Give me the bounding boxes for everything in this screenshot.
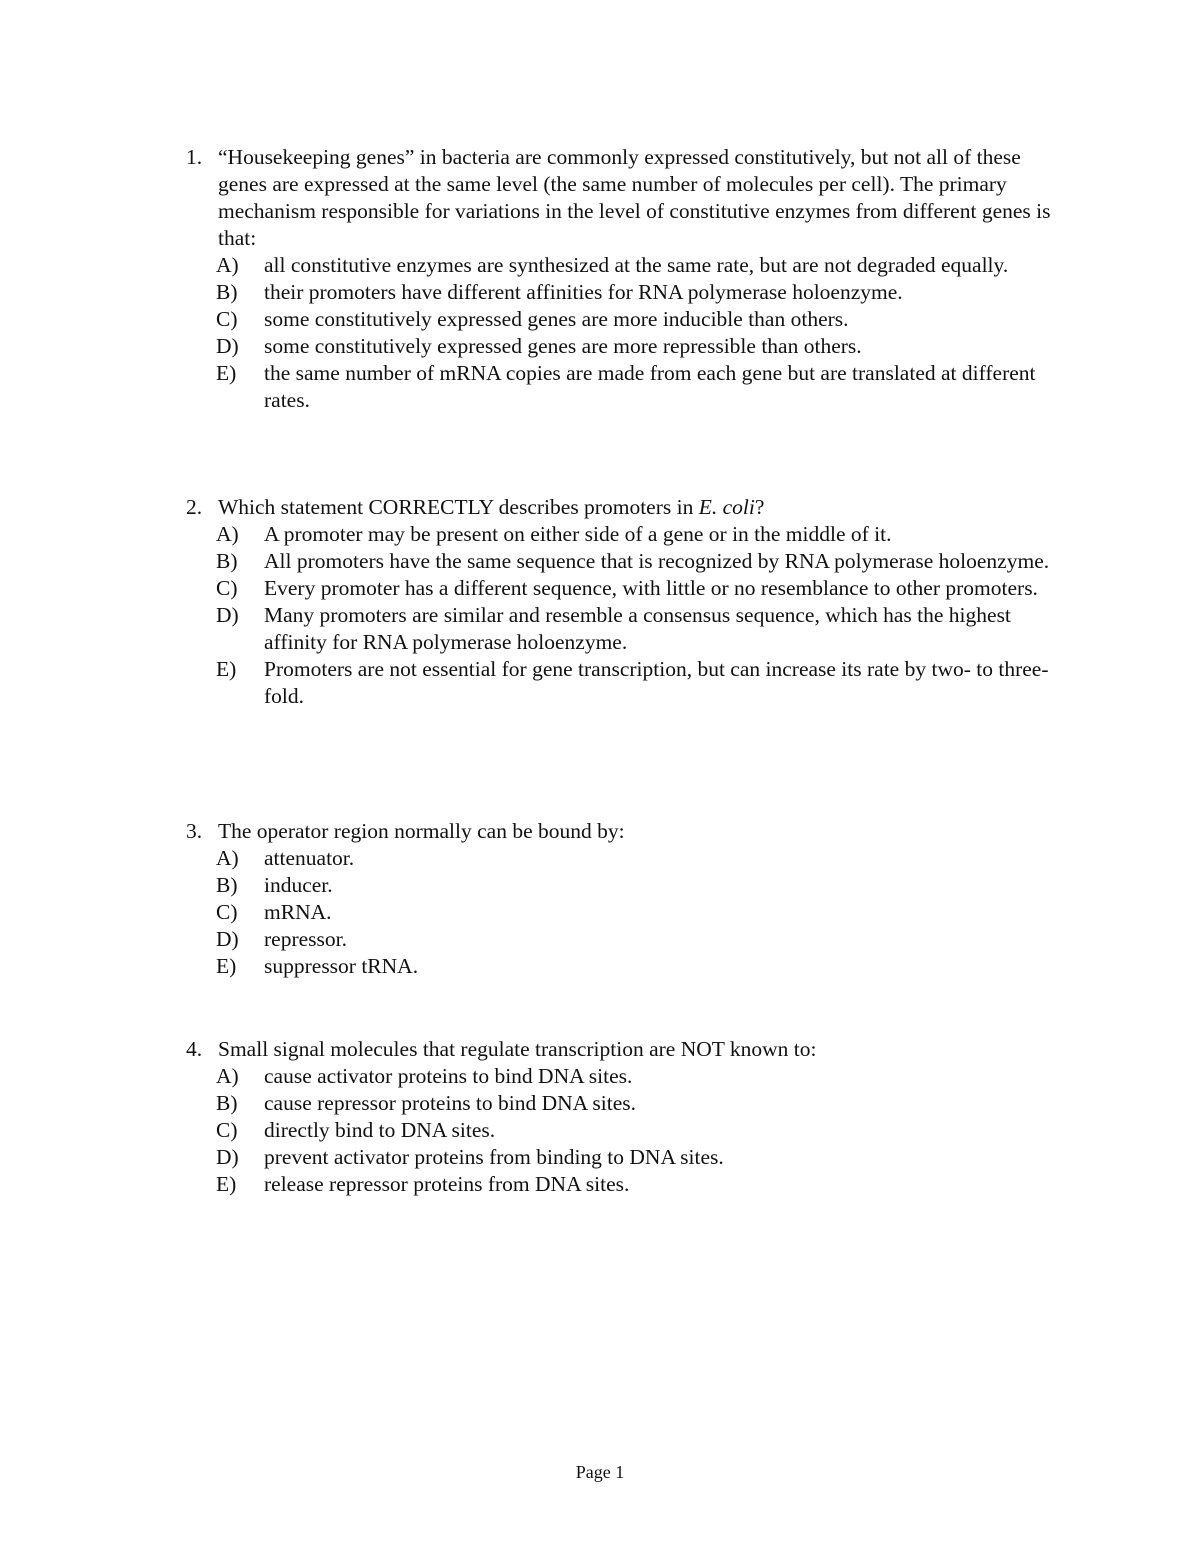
option-letter: A) <box>216 846 239 870</box>
answer-option-d <box>216 333 1056 360</box>
option-letter: C) <box>216 307 238 331</box>
option-text: attenuator. <box>264 846 355 870</box>
answer-option-b <box>216 548 1056 575</box>
question-stem <box>186 1036 1056 1063</box>
answer-option-b <box>216 872 1056 899</box>
option-text: release repressor proteins from DNA sites. <box>264 1172 630 1196</box>
option-letter: E) <box>216 1172 237 1196</box>
question-number: 3. <box>186 819 203 843</box>
question-text <box>218 494 1056 521</box>
option-text: Promoters are not essential for gene transcription, but can increase its rate by two- to three-fold. <box>264 657 1049 708</box>
question-stem <box>186 494 1056 521</box>
answer-option-e <box>216 360 1056 414</box>
question-3 <box>186 818 1056 980</box>
question-text: “Housekeeping genes” in bacteria are commonly expressed constitutively, but not all of these genes are expressed at the same level (the same number of molecules per cell). The primary mechanism responsible for variations in the level of constitutive enzymes from different genes is that: <box>218 145 1051 250</box>
answer-option-a <box>216 845 1056 872</box>
answer-option-b <box>216 1090 1056 1117</box>
answer-option-d <box>216 926 1056 953</box>
option-text: A promoter may be present on either side of a gene or in the middle of it. <box>264 522 892 546</box>
option-letter: D) <box>216 1145 239 1169</box>
option-letter: A) <box>216 522 239 546</box>
option-letter: B) <box>216 873 238 897</box>
answer-option-c <box>216 1117 1056 1144</box>
question-number: 2. <box>186 495 203 519</box>
option-text: directly bind to DNA sites. <box>264 1118 496 1142</box>
answer-option-e <box>216 656 1056 710</box>
answer-option-c <box>216 306 1056 333</box>
question-stem <box>186 144 1056 252</box>
option-letter: B) <box>216 1091 238 1115</box>
organism-name: E. coli <box>698 495 755 519</box>
page-number: Page 1 <box>575 1462 625 1482</box>
option-text: inducer. <box>264 873 333 897</box>
option-text: some constitutively expressed genes are more inducible than others. <box>264 307 849 331</box>
option-letter: E) <box>216 954 237 978</box>
answer-option-c <box>216 899 1056 926</box>
option-letter: C) <box>216 576 238 600</box>
question-number: 1. <box>186 145 203 169</box>
question-text: Small signal molecules that regulate transcription are NOT known to: <box>218 1037 817 1061</box>
answer-option-d <box>216 602 1056 656</box>
question-text-end: ? <box>754 495 765 519</box>
option-letter: A) <box>216 253 239 277</box>
answer-option-c <box>216 575 1056 602</box>
option-text: repressor. <box>264 927 347 951</box>
question-4 <box>186 1036 1056 1198</box>
option-letter: E) <box>216 657 237 681</box>
option-text: mRNA. <box>264 900 332 924</box>
question-number: 4. <box>186 1037 203 1061</box>
answer-option-a <box>216 252 1056 279</box>
option-letter: C) <box>216 900 238 924</box>
option-text: suppressor tRNA. <box>264 954 419 978</box>
option-letter: D) <box>216 334 239 358</box>
question-stem <box>186 818 1056 845</box>
option-letter: E) <box>216 361 237 385</box>
question-text: The operator region normally can be bound by: <box>218 819 625 843</box>
option-text: all constitutive enzymes are synthesized at the same rate, but are not degraded equally. <box>264 253 1009 277</box>
option-text: their promoters have different affinities for RNA polymerase holoenzyme. <box>264 280 903 304</box>
option-text: some constitutively expressed genes are more repressible than others. <box>264 334 862 358</box>
answer-option-a <box>216 521 1056 548</box>
option-text: prevent activator proteins from binding to DNA sites. <box>264 1145 724 1169</box>
page-footer <box>0 1460 1200 1484</box>
option-text: the same number of mRNA copies are made from each gene but are translated at different rates. <box>264 361 1036 412</box>
question-1 <box>186 144 1056 414</box>
option-text: cause activator proteins to bind DNA sites. <box>264 1064 633 1088</box>
option-letter: B) <box>216 280 238 304</box>
option-letter: C) <box>216 1118 238 1142</box>
option-text: Many promoters are similar and resemble a consensus sequence, which has the highest affinity for RNA polymerase holoenzyme. <box>264 603 1011 654</box>
answer-option-e <box>216 953 1056 980</box>
answer-option-a <box>216 1063 1056 1090</box>
answer-option-d <box>216 1144 1056 1171</box>
option-letter: A) <box>216 1064 239 1088</box>
question-text-start: Which statement CORRECTLY describes promoters in <box>218 495 699 519</box>
option-letter: D) <box>216 927 239 951</box>
answer-option-e <box>216 1171 1056 1198</box>
question-2 <box>186 494 1056 710</box>
answer-option-b <box>216 279 1056 306</box>
option-text: Every promoter has a different sequence, with little or no resemblance to other promoters. <box>264 576 1038 600</box>
option-text: All promoters have the same sequence that is recognized by RNA polymerase holoenzyme. <box>264 549 1050 573</box>
option-text: cause repressor proteins to bind DNA sites. <box>264 1091 636 1115</box>
option-letter: D) <box>216 603 239 627</box>
option-letter: B) <box>216 549 238 573</box>
